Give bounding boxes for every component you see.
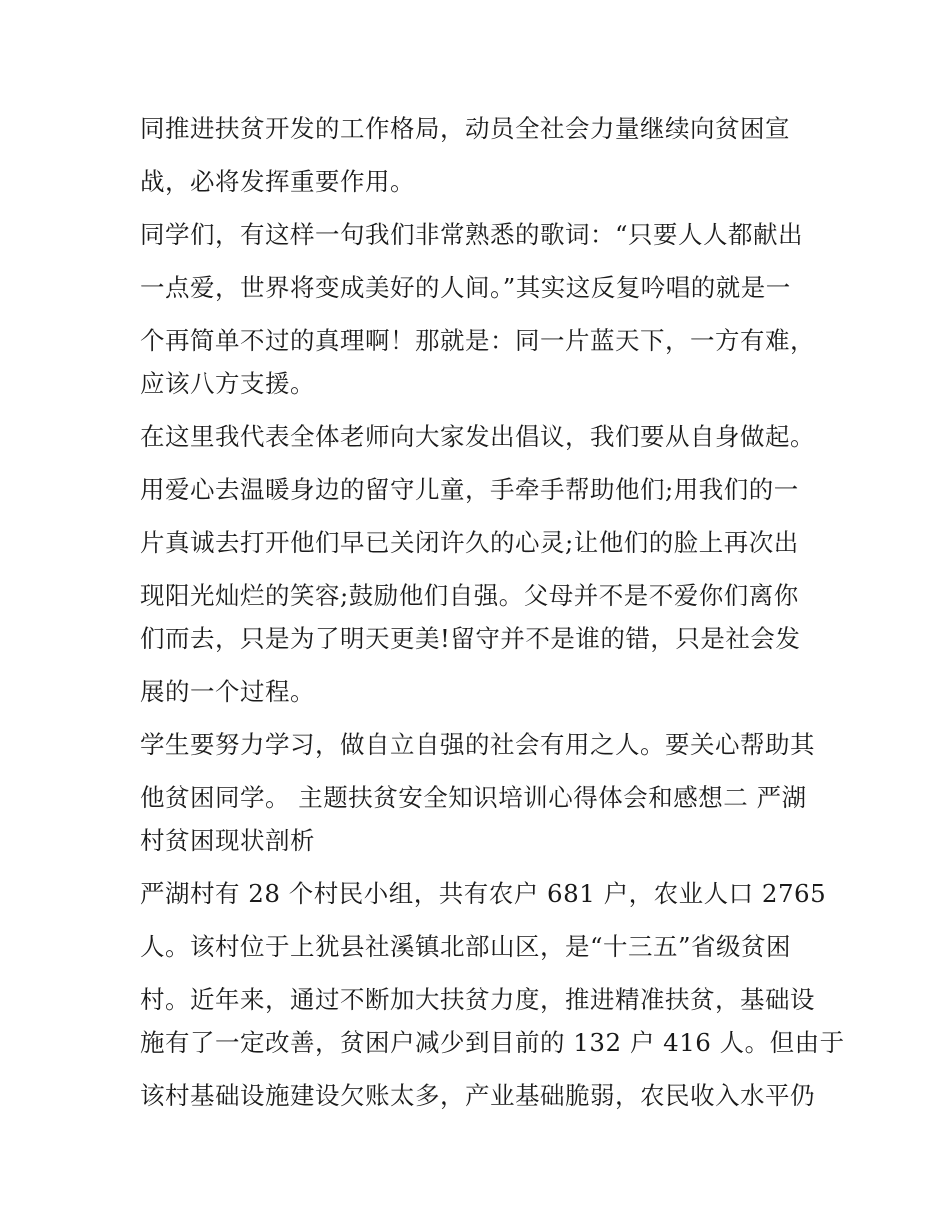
text-line: 一点爱，世界将变成美好的人间。”其实这反复吟唱的就是一 [140, 273, 791, 302]
text-line: 展的一个过程。 [140, 677, 315, 706]
text-line: 片真诚去打开他们早已关闭许久的心灵;让他们的脸上再次出 [140, 528, 799, 557]
text-line: 村贫困现状剖析 [140, 826, 315, 855]
text-line: 人。该村位于上犹县社溪镇北部山区，是“十三五”省级贫困 [140, 932, 792, 961]
text-line: 个再简单不过的真理啊！那就是：同一片蓝天下，一方有难， [140, 326, 815, 355]
text-line: 该村基础设施建设欠账太多，产业基础脆弱，农民收入水平仍 [140, 1081, 815, 1110]
text-line: 应该八方支援。 [140, 369, 315, 398]
text-line: 现阳光灿烂的笑容;鼓励他们自强。父母并不是不爱你们离你 [140, 581, 799, 610]
text-line: 们而去，只是为了明天更美!留守并不是谁的错，只是社会发 [140, 624, 801, 653]
text-line: 施有了一定改善，贫困户减少到目前的 132 户 416 人。但由于 [140, 1028, 845, 1057]
text-line: 在这里我代表全体老师向大家发出倡议，我们要从自身做起。 [140, 422, 815, 451]
text-line: 村。近年来，通过不断加大扶贫力度，推进精准扶贫，基础设 [140, 985, 815, 1014]
text-line: 同学们，有这样一句我们非常熟悉的歌词：“只要人人都献出 [140, 220, 804, 249]
text-line: 学生要努力学习，做自立自强的社会有用之人。要关心帮助其 [140, 730, 815, 759]
text-line: 战，必将发挥重要作用。 [140, 167, 415, 196]
text-line: 他贫困同学。 主题扶贫安全知识培训心得体会和感想二 严湖 [140, 783, 807, 812]
text-line: 严湖村有 28 个村民小组，共有农户 681 户，农业人口 2765 [140, 879, 827, 908]
text-line: 用爱心去温暖身边的留守儿童，手牵手帮助他们;用我们的一 [140, 475, 799, 504]
text-line: 同推进扶贫开发的工作格局，动员全社会力量继续向贫困宣 [140, 114, 790, 143]
